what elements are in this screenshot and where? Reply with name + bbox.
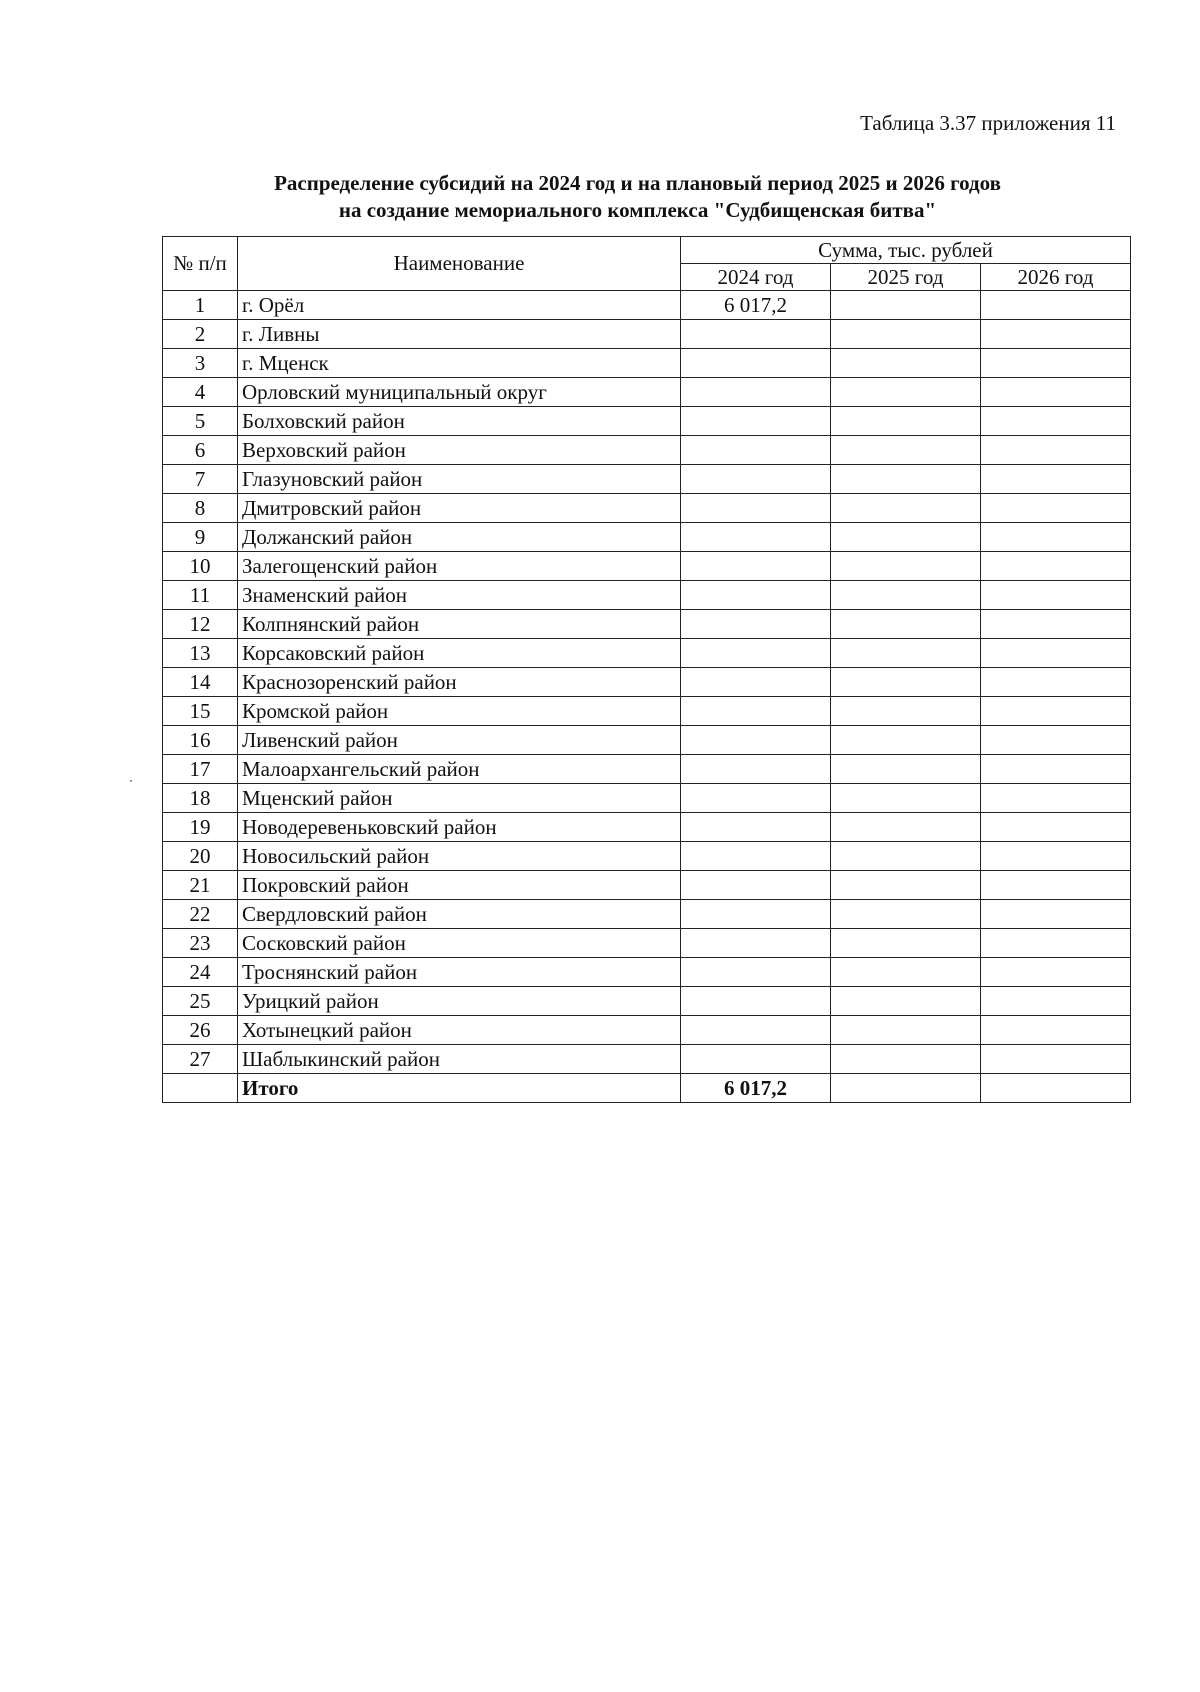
total-row [163,1074,1131,1103]
row-number: 23 [163,929,238,958]
row-name: Шаблыкинский район [238,1045,681,1074]
table-row [163,436,1131,465]
table-row [163,465,1131,494]
row-value-2025 [831,842,981,871]
table-row [163,581,1131,610]
row-name: Орловский муниципальный округ [238,378,681,407]
row-number: 22 [163,900,238,929]
header-year-2024: 2024 год [681,264,831,291]
row-value-2024 [681,697,831,726]
row-name: Кромской район [238,697,681,726]
row-number: 14 [163,668,238,697]
row-value-2024 [681,755,831,784]
table-row [163,610,1131,639]
row-name: Малоархангельский район [238,755,681,784]
row-value-2025 [831,552,981,581]
header-name: Наименование [238,237,681,291]
row-value-2025 [831,871,981,900]
table-row [163,726,1131,755]
row-value-2025 [831,784,981,813]
row-value-2026 [981,523,1131,552]
row-value-2024: 6 017,2 [681,291,831,320]
row-number: 3 [163,349,238,378]
row-value-2026 [981,378,1131,407]
row-value-2024 [681,465,831,494]
row-value-2026 [981,755,1131,784]
row-name: Новосильский район [238,842,681,871]
row-number: 13 [163,639,238,668]
row-name: Болховский район [238,407,681,436]
row-value-2024 [681,784,831,813]
table-row [163,813,1131,842]
row-value-2025 [831,349,981,378]
row-value-2025 [831,494,981,523]
row-name: Хотынецкий район [238,1016,681,1045]
table-row [163,668,1131,697]
row-value-2026 [981,1016,1131,1045]
row-number: 2 [163,320,238,349]
row-number: 26 [163,1016,238,1045]
subsidy-table [162,236,1131,1103]
row-value-2024 [681,813,831,842]
title-line-2: на создание мемориального комплекса "Судбищенская битва" [338,198,937,222]
row-value-2024 [681,871,831,900]
row-value-2026 [981,958,1131,987]
table-row [163,871,1131,900]
table-row [163,929,1131,958]
row-value-2025 [831,378,981,407]
row-value-2025 [831,581,981,610]
row-value-2026 [981,842,1131,871]
row-value-2025 [831,436,981,465]
table-row [163,639,1131,668]
table-row [163,755,1131,784]
row-number: 9 [163,523,238,552]
row-number: 8 [163,494,238,523]
row-value-2024 [681,900,831,929]
row-name: Должанский район [238,523,681,552]
row-value-2025 [831,697,981,726]
row-number: 25 [163,987,238,1016]
row-number: 20 [163,842,238,871]
row-number: 17 [163,755,238,784]
row-value-2026 [981,291,1131,320]
row-value-2026 [981,349,1131,378]
table-row [163,291,1131,320]
table-row [163,552,1131,581]
row-name: Троснянский район [238,958,681,987]
header-row-1 [163,237,1131,264]
row-value-2026 [981,436,1131,465]
table-row [163,320,1131,349]
row-name: г. Ливны [238,320,681,349]
row-value-2026 [981,987,1131,1016]
row-value-2026 [981,813,1131,842]
row-value-2025 [831,320,981,349]
row-number: 12 [163,610,238,639]
row-name: Краснозоренский район [238,668,681,697]
row-name: Знаменский район [238,581,681,610]
row-name: г. Орёл [238,291,681,320]
row-value-2024 [681,349,831,378]
document-title [155,170,1120,224]
table-row [163,378,1131,407]
row-name: Колпнянский район [238,610,681,639]
row-value-2026 [981,552,1131,581]
row-value-2025 [831,929,981,958]
row-value-2025 [831,465,981,494]
table-row [163,784,1131,813]
row-value-2025 [831,291,981,320]
table-row [163,349,1131,378]
row-value-2026 [981,900,1131,929]
row-value-2026 [981,929,1131,958]
row-value-2024 [681,320,831,349]
row-value-2026 [981,581,1131,610]
row-value-2024 [681,523,831,552]
row-number: 18 [163,784,238,813]
row-name: Свердловский район [238,900,681,929]
table-row [163,523,1131,552]
row-value-2024 [681,726,831,755]
total-number [163,1074,238,1103]
table-row [163,958,1131,987]
row-value-2026 [981,610,1131,639]
row-name: Дмитровский район [238,494,681,523]
row-value-2024 [681,1045,831,1074]
row-value-2025 [831,1016,981,1045]
total-2025 [831,1074,981,1103]
row-value-2026 [981,726,1131,755]
row-number: 1 [163,291,238,320]
row-value-2025 [831,639,981,668]
row-number: 11 [163,581,238,610]
row-value-2024 [681,958,831,987]
row-value-2025 [831,755,981,784]
row-name: г. Мценск [238,349,681,378]
table-row [163,900,1131,929]
row-value-2026 [981,668,1131,697]
row-name: Урицкий район [238,987,681,1016]
row-number: 16 [163,726,238,755]
row-number: 21 [163,871,238,900]
row-name: Верховский район [238,436,681,465]
row-value-2025 [831,900,981,929]
row-number: 10 [163,552,238,581]
total-label: Итого [238,1074,681,1103]
row-name: Глазуновский район [238,465,681,494]
total-2024: 6 017,2 [681,1074,831,1103]
row-number: 5 [163,407,238,436]
table-row [163,842,1131,871]
row-number: 4 [163,378,238,407]
table-row [163,407,1131,436]
row-value-2025 [831,813,981,842]
row-value-2026 [981,494,1131,523]
row-value-2025 [831,610,981,639]
row-name: Сосковский район [238,929,681,958]
header-number: № п/п [163,237,238,291]
table-row [163,1016,1131,1045]
row-value-2024 [681,407,831,436]
row-value-2025 [831,987,981,1016]
row-value-2026 [981,871,1131,900]
row-value-2025 [831,958,981,987]
row-number: 19 [163,813,238,842]
table-row [163,987,1131,1016]
row-value-2024 [681,378,831,407]
row-value-2026 [981,784,1131,813]
row-number: 7 [163,465,238,494]
row-value-2024 [681,668,831,697]
row-value-2024 [681,552,831,581]
row-value-2024 [681,436,831,465]
total-2026 [981,1074,1131,1103]
row-value-2024 [681,842,831,871]
row-value-2025 [831,407,981,436]
table-row [163,494,1131,523]
header-year-2025: 2025 год [831,264,981,291]
row-value-2026 [981,465,1131,494]
header-year-2026: 2026 год [981,264,1131,291]
row-number: 27 [163,1045,238,1074]
row-value-2024 [681,610,831,639]
row-value-2024 [681,987,831,1016]
row-name: Покровский район [238,871,681,900]
table-row [163,1045,1131,1074]
row-value-2025 [831,1045,981,1074]
row-number: 24 [163,958,238,987]
row-name: Ливенский район [238,726,681,755]
row-value-2025 [831,523,981,552]
row-name: Корсаковский район [238,639,681,668]
row-value-2025 [831,726,981,755]
title-line-1: Распределение субсидий на 2024 год и на плановый период 2025 и 2026 годов [274,171,1001,195]
row-value-2024 [681,639,831,668]
row-value-2024 [681,1016,831,1045]
table-body [163,291,1131,1074]
row-name: Новодеревеньковский район [238,813,681,842]
header-sum: Сумма, тыс. рублей [681,237,1131,264]
row-value-2024 [681,929,831,958]
row-value-2026 [981,407,1131,436]
row-number: 6 [163,436,238,465]
row-value-2026 [981,320,1131,349]
row-value-2024 [681,494,831,523]
row-value-2025 [831,668,981,697]
row-name: Залегощенский район [238,552,681,581]
row-value-2026 [981,1045,1131,1074]
row-number: 15 [163,697,238,726]
margin-mark [130,780,132,782]
row-name: Мценский район [238,784,681,813]
row-value-2026 [981,697,1131,726]
row-value-2026 [981,639,1131,668]
table-row [163,697,1131,726]
row-value-2024 [681,581,831,610]
table-reference: Таблица 3.37 приложения 11 [860,111,1116,135]
